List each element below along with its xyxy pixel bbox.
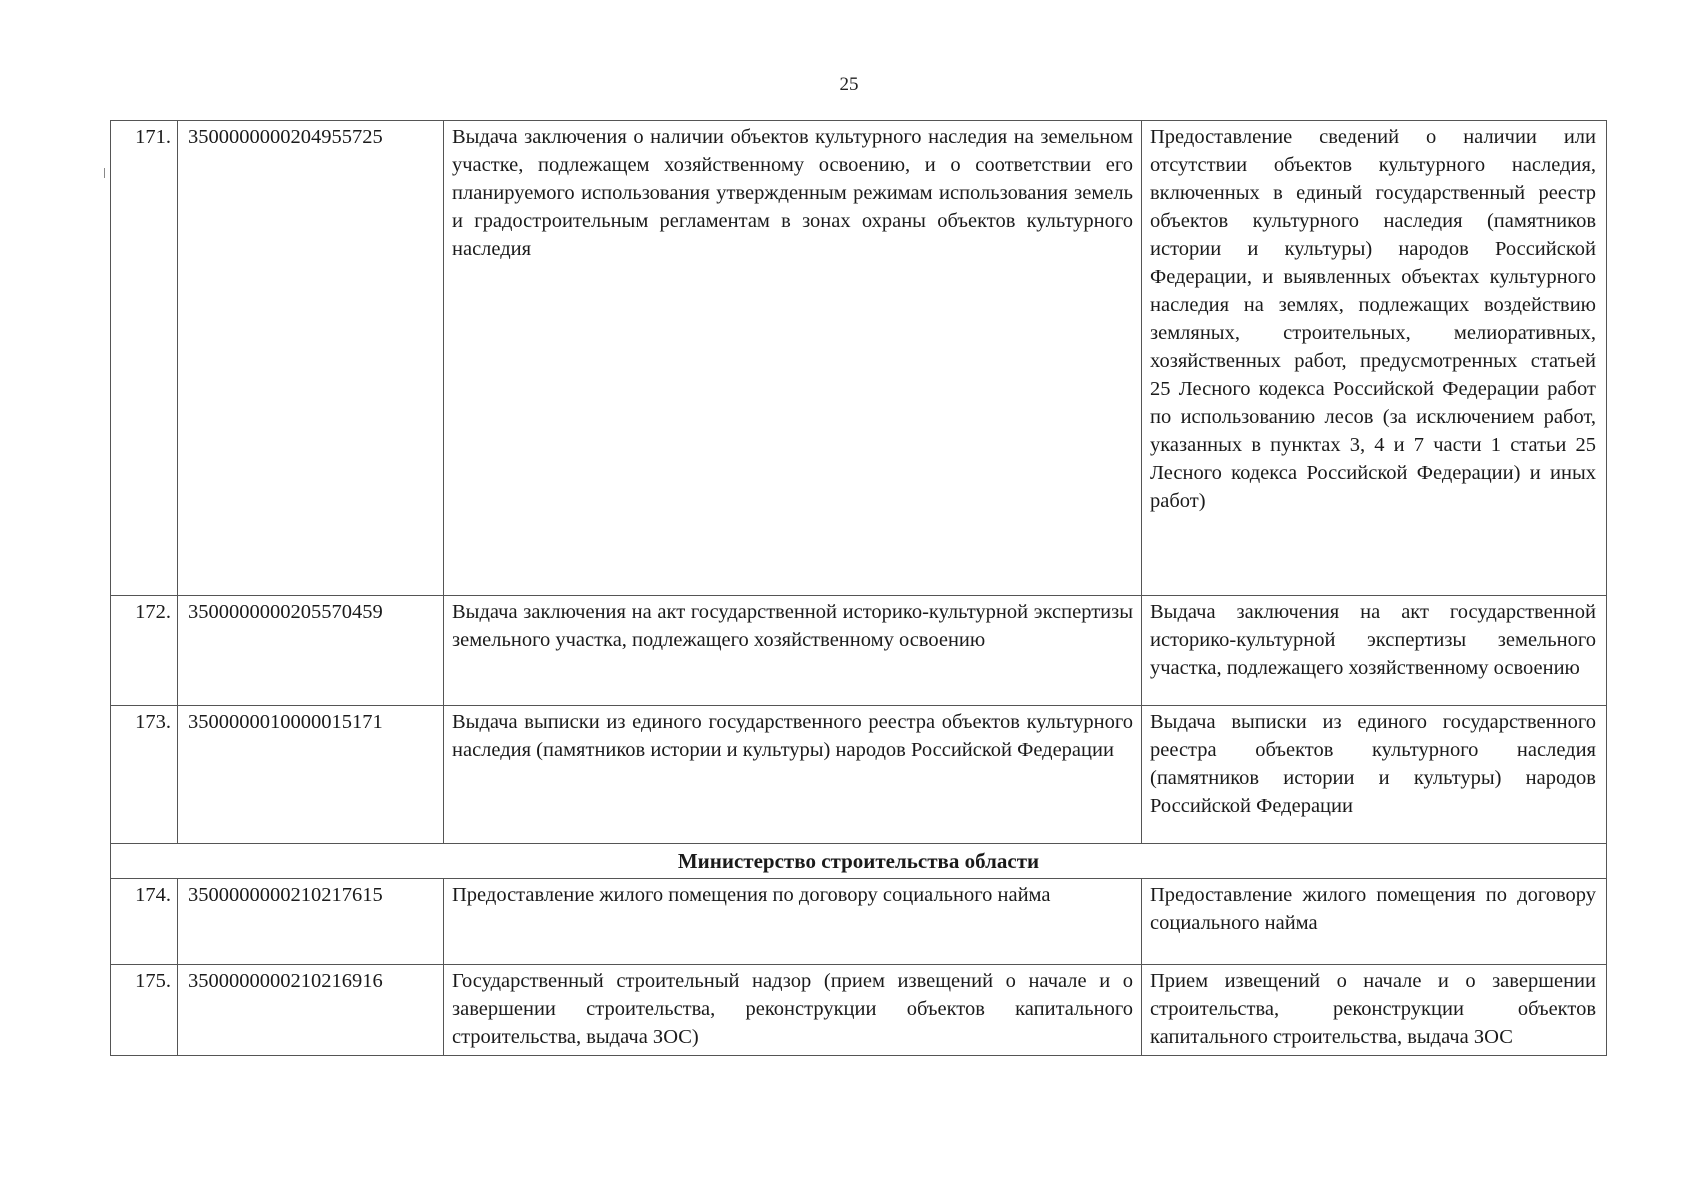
service-name: Государственный строительный надзор (прием извещений о начале и о завершении строительства, реконструкции объектов капитального строительства, выдача ЗОС) bbox=[444, 965, 1142, 1056]
row-number: 171. bbox=[111, 121, 178, 596]
service-id: 3500000000205570459 bbox=[178, 596, 444, 706]
table-row bbox=[111, 706, 1607, 844]
page-number: 25 bbox=[839, 74, 859, 95]
table-row bbox=[111, 596, 1607, 706]
service-description: Выдача заключения на акт государственной историко-культурной экспертизы земельного участка, подлежащего хозяйственному освоению bbox=[1142, 596, 1607, 706]
section-title: Министерство строительства области bbox=[111, 844, 1607, 879]
table-row bbox=[111, 121, 1607, 596]
table-row bbox=[111, 965, 1607, 1056]
service-name: Предоставление жилого помещения по договору социального найма bbox=[444, 879, 1142, 965]
service-id: 3500000000204955725 bbox=[178, 121, 444, 596]
row-number: 174. bbox=[111, 879, 178, 965]
service-description: Выдача выписки из единого государственного реестра объектов культурного наследия (памятников истории и культуры) народов Российской Федерации bbox=[1142, 706, 1607, 844]
service-name: Выдача выписки из единого государственного реестра объектов культурного наследия (памятников истории и культуры) народов Российской Федерации bbox=[444, 706, 1142, 844]
service-description: Предоставление жилого помещения по договору социального найма bbox=[1142, 879, 1607, 965]
section-header-row bbox=[111, 844, 1607, 879]
service-id: 3500000010000015171 bbox=[178, 706, 444, 844]
service-name: Выдача заключения о наличии объектов культурного наследия на земельном участке, подлежащем хозяйственному освоению, и о соответствии его планируемого использования утвержденным режимам использования земель и градостроительным регламентам в зонах охраны объектов культурного наследия bbox=[444, 121, 1142, 596]
service-description: Прием извещений о начале и о завершении строительства, реконструкции объектов капитального строительства, выдача ЗОС bbox=[1142, 965, 1607, 1056]
service-name: Выдача заключения на акт государственной историко-культурной экспертизы земельного участка, подлежащего хозяйственному освоению bbox=[444, 596, 1142, 706]
service-id: 3500000000210216916 bbox=[178, 965, 444, 1056]
service-id: 3500000000210217615 bbox=[178, 879, 444, 965]
row-number: 175. bbox=[111, 965, 178, 1056]
service-description: Предоставление сведений о наличии или отсутствии объектов культурного наследия, включенных в единый государственный реестр объектов культурного наследия (памятников истории и культуры) народов Российской Федерации, и выявленных объектах культурного наследия на землях, подлежащих воздействию земляных, строительных, мелиоративных, хозяйственных работ, предусмотренных статьей 25 Лесного кодекса Российской Федерации работ по использованию лесов (за исключением работ, указанных в пунктах 3, 4 и 7 части 1 статьи 25 Лесного кодекса Российской Федерации) и иных работ) bbox=[1142, 121, 1607, 596]
row-number: 172. bbox=[111, 596, 178, 706]
margin-tick bbox=[104, 168, 105, 178]
services-table bbox=[110, 120, 1607, 1056]
table-row bbox=[111, 879, 1607, 965]
row-number: 173. bbox=[111, 706, 178, 844]
